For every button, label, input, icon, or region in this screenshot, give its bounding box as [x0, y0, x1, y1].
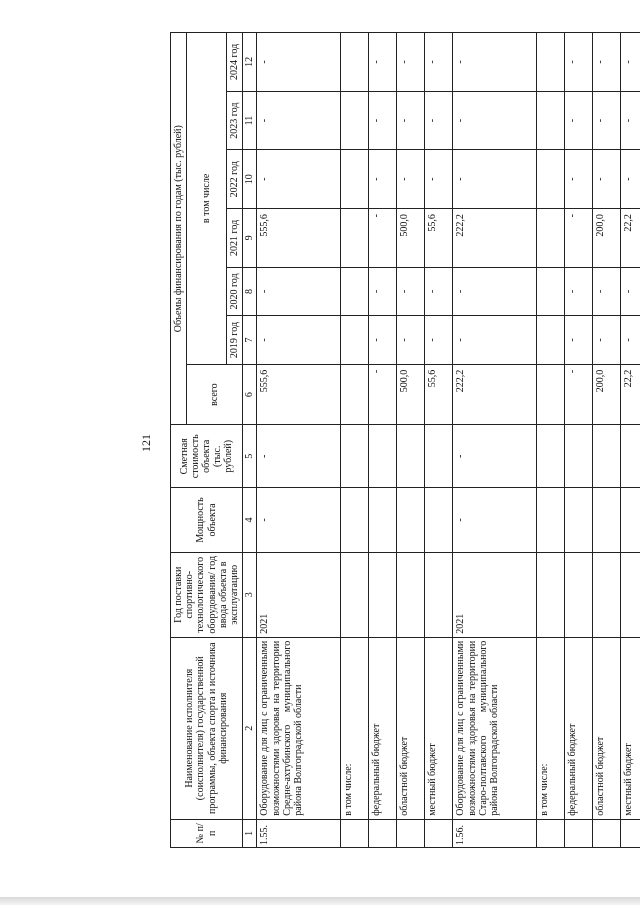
- column-number-row: [243, 33, 257, 848]
- row-no: [369, 819, 397, 847]
- row-2022: -: [257, 150, 341, 209]
- row-2022: -: [425, 150, 453, 209]
- page-number: 121: [139, 434, 153, 452]
- row-2023: -: [425, 91, 453, 150]
- row-2020: -: [565, 267, 593, 316]
- row-capacity: [425, 488, 453, 553]
- row-2024: -: [257, 33, 341, 92]
- row-2024: -: [425, 33, 453, 92]
- row-total: -: [565, 364, 593, 425]
- row-name: федеральный бюджет: [369, 637, 397, 819]
- row-2019: -: [565, 316, 593, 365]
- row-total: 55,6: [425, 364, 453, 425]
- row-2022: -: [369, 150, 397, 209]
- header-2024: 2024 год: [226, 33, 242, 92]
- row-capacity: [565, 488, 593, 553]
- row-name: Оборудование для лиц с ограниченными возможностями здоровья на территории Средне-ахтубинского муниципального района Волгоградской области: [257, 637, 341, 819]
- row-year: 2021: [257, 552, 341, 637]
- row-capacity: [341, 488, 369, 553]
- row-2019: -: [593, 316, 621, 365]
- header-2020: 2020 год: [226, 267, 242, 316]
- header-2022: 2022 год: [226, 150, 242, 209]
- row-2022: -: [453, 150, 537, 209]
- table-row-budget: [369, 33, 397, 848]
- row-2020: -: [369, 267, 397, 316]
- row-no: [425, 819, 453, 847]
- row-capacity: [397, 488, 425, 553]
- row-name: областной бюджет: [593, 637, 621, 819]
- row-no: [621, 819, 640, 847]
- row-2019: -: [369, 316, 397, 365]
- row-estimate: [369, 425, 397, 488]
- row-year: [537, 552, 565, 637]
- row-2023: -: [621, 91, 640, 150]
- col-number: 5: [243, 425, 257, 488]
- row-year: [425, 552, 453, 637]
- table-row-subheading: [341, 33, 369, 848]
- header-2023: 2023 год: [226, 91, 242, 150]
- row-2024: [341, 33, 369, 92]
- row-2024: -: [397, 33, 425, 92]
- row-total: [537, 364, 565, 425]
- row-2019: -: [621, 316, 640, 365]
- header-no: № п/п: [171, 819, 243, 847]
- col-number: 8: [243, 267, 257, 316]
- header-name: Наименование исполнителя (соисполнителя) государственной программы, объекта спорта и источника финансирования: [171, 637, 243, 819]
- row-estimate: [397, 425, 425, 488]
- row-year: [565, 552, 593, 637]
- row-total: -: [369, 364, 397, 425]
- row-capacity: [621, 488, 640, 553]
- row-year: [593, 552, 621, 637]
- row-2020: -: [621, 267, 640, 316]
- row-2019: -: [425, 316, 453, 365]
- row-name: в том числе:: [341, 637, 369, 819]
- row-estimate: [565, 425, 593, 488]
- row-year: 2021: [453, 552, 537, 637]
- row-2019: -: [257, 316, 341, 365]
- header-capacity: Мощность объекта: [171, 488, 243, 553]
- row-2024: [537, 33, 565, 92]
- table-row-budget: [425, 33, 453, 848]
- row-name: местный бюджет: [425, 637, 453, 819]
- row-total: 22,2: [621, 364, 640, 425]
- col-number: 6: [243, 364, 257, 425]
- scan-edge-bottom: [0, 897, 640, 905]
- table-row-subheading: [537, 33, 565, 848]
- row-name: в том числе:: [537, 637, 565, 819]
- header-funding-group: Объемы финансирования по годам (тыс. рублей): [171, 33, 187, 425]
- row-estimate: [425, 425, 453, 488]
- row-name: местный бюджет: [621, 637, 640, 819]
- col-number: 2: [243, 637, 257, 819]
- row-capacity: [593, 488, 621, 553]
- row-2023: -: [593, 91, 621, 150]
- row-2019: [537, 316, 565, 365]
- row-no: [593, 819, 621, 847]
- row-total: 555,6: [257, 364, 341, 425]
- row-2021: -: [369, 209, 397, 268]
- row-no: [341, 819, 369, 847]
- row-total: 500,0: [397, 364, 425, 425]
- col-number: 12: [243, 33, 257, 92]
- row-2021: [341, 209, 369, 268]
- row-name: Оборудование для лиц с ограниченными возможностями здоровья на территории Старо-полтавского муниципального района Волгоградской области: [453, 637, 537, 819]
- col-number: 10: [243, 150, 257, 209]
- row-capacity: -: [453, 488, 537, 553]
- row-total: 200,0: [593, 364, 621, 425]
- row-2021: 500,0: [397, 209, 425, 268]
- row-no: 1.55.: [257, 819, 341, 847]
- row-estimate: -: [257, 425, 341, 488]
- row-2021: 222,2: [453, 209, 537, 268]
- row-year: [397, 552, 425, 637]
- table-row-budget: [397, 33, 425, 848]
- row-2022: -: [565, 150, 593, 209]
- row-2023: -: [257, 91, 341, 150]
- row-year: [621, 552, 640, 637]
- row-capacity: -: [257, 488, 341, 553]
- row-estimate: [593, 425, 621, 488]
- row-2019: -: [397, 316, 425, 365]
- header-incl: в том числе: [187, 33, 227, 365]
- row-2021: 55,6: [425, 209, 453, 268]
- row-2020: -: [453, 267, 537, 316]
- header-2019: 2019 год: [226, 316, 242, 365]
- table-row-budget: [621, 33, 640, 848]
- row-total: [341, 364, 369, 425]
- col-number: 4: [243, 488, 257, 553]
- row-year: [341, 552, 369, 637]
- row-estimate: [341, 425, 369, 488]
- row-2022: -: [593, 150, 621, 209]
- row-capacity: [537, 488, 565, 553]
- row-2019: -: [453, 316, 537, 365]
- row-2022: [537, 150, 565, 209]
- row-2023: [537, 91, 565, 150]
- col-number: 9: [243, 209, 257, 268]
- header-2021: 2021 год: [226, 209, 242, 268]
- row-estimate: -: [453, 425, 537, 488]
- col-number: 11: [243, 91, 257, 150]
- row-year: [369, 552, 397, 637]
- col-number: 1: [243, 819, 257, 847]
- col-number: 3: [243, 552, 257, 637]
- row-2023: [341, 91, 369, 150]
- row-2024: -: [453, 33, 537, 92]
- rotated-page: [170, 32, 635, 848]
- table-row-budget: [593, 33, 621, 848]
- row-2024: -: [621, 33, 640, 92]
- header-row-1: [171, 33, 187, 848]
- row-capacity: [369, 488, 397, 553]
- row-no: [537, 819, 565, 847]
- row-2022: -: [397, 150, 425, 209]
- row-estimate: [537, 425, 565, 488]
- row-2024: -: [565, 33, 593, 92]
- row-2021: 200,0: [593, 209, 621, 268]
- funding-table: [170, 32, 640, 848]
- row-2021: [537, 209, 565, 268]
- header-total: всего: [187, 364, 243, 425]
- row-2023: -: [453, 91, 537, 150]
- row-2023: -: [369, 91, 397, 150]
- table-row-object: [257, 33, 341, 848]
- row-2020: -: [593, 267, 621, 316]
- table-row-object: [453, 33, 537, 848]
- row-2021: -: [565, 209, 593, 268]
- row-2021: 555,6: [257, 209, 341, 268]
- header-year-delivery: Год поставки спортивно-технологического оборудования/ год ввода объекта в эксплуатацию: [171, 552, 243, 637]
- row-2019: [341, 316, 369, 365]
- row-2020: [537, 267, 565, 316]
- row-name: федеральный бюджет: [565, 637, 593, 819]
- row-no: [565, 819, 593, 847]
- row-2023: -: [565, 91, 593, 150]
- header-estimate: Сметная стоимость объекта (тыс. рублей): [171, 425, 243, 488]
- row-2020: -: [257, 267, 341, 316]
- row-estimate: [621, 425, 640, 488]
- row-no: [397, 819, 425, 847]
- row-2022: [341, 150, 369, 209]
- row-no: 1.56.: [453, 819, 537, 847]
- row-2024: -: [593, 33, 621, 92]
- row-2020: [341, 267, 369, 316]
- table-row-budget: [565, 33, 593, 848]
- row-2020: -: [397, 267, 425, 316]
- row-2021: 22,2: [621, 209, 640, 268]
- row-2020: -: [425, 267, 453, 316]
- row-name: областной бюджет: [397, 637, 425, 819]
- row-2023: -: [397, 91, 425, 150]
- col-number: 7: [243, 316, 257, 365]
- row-total: 222,2: [453, 364, 537, 425]
- row-2022: -: [621, 150, 640, 209]
- row-2024: -: [369, 33, 397, 92]
